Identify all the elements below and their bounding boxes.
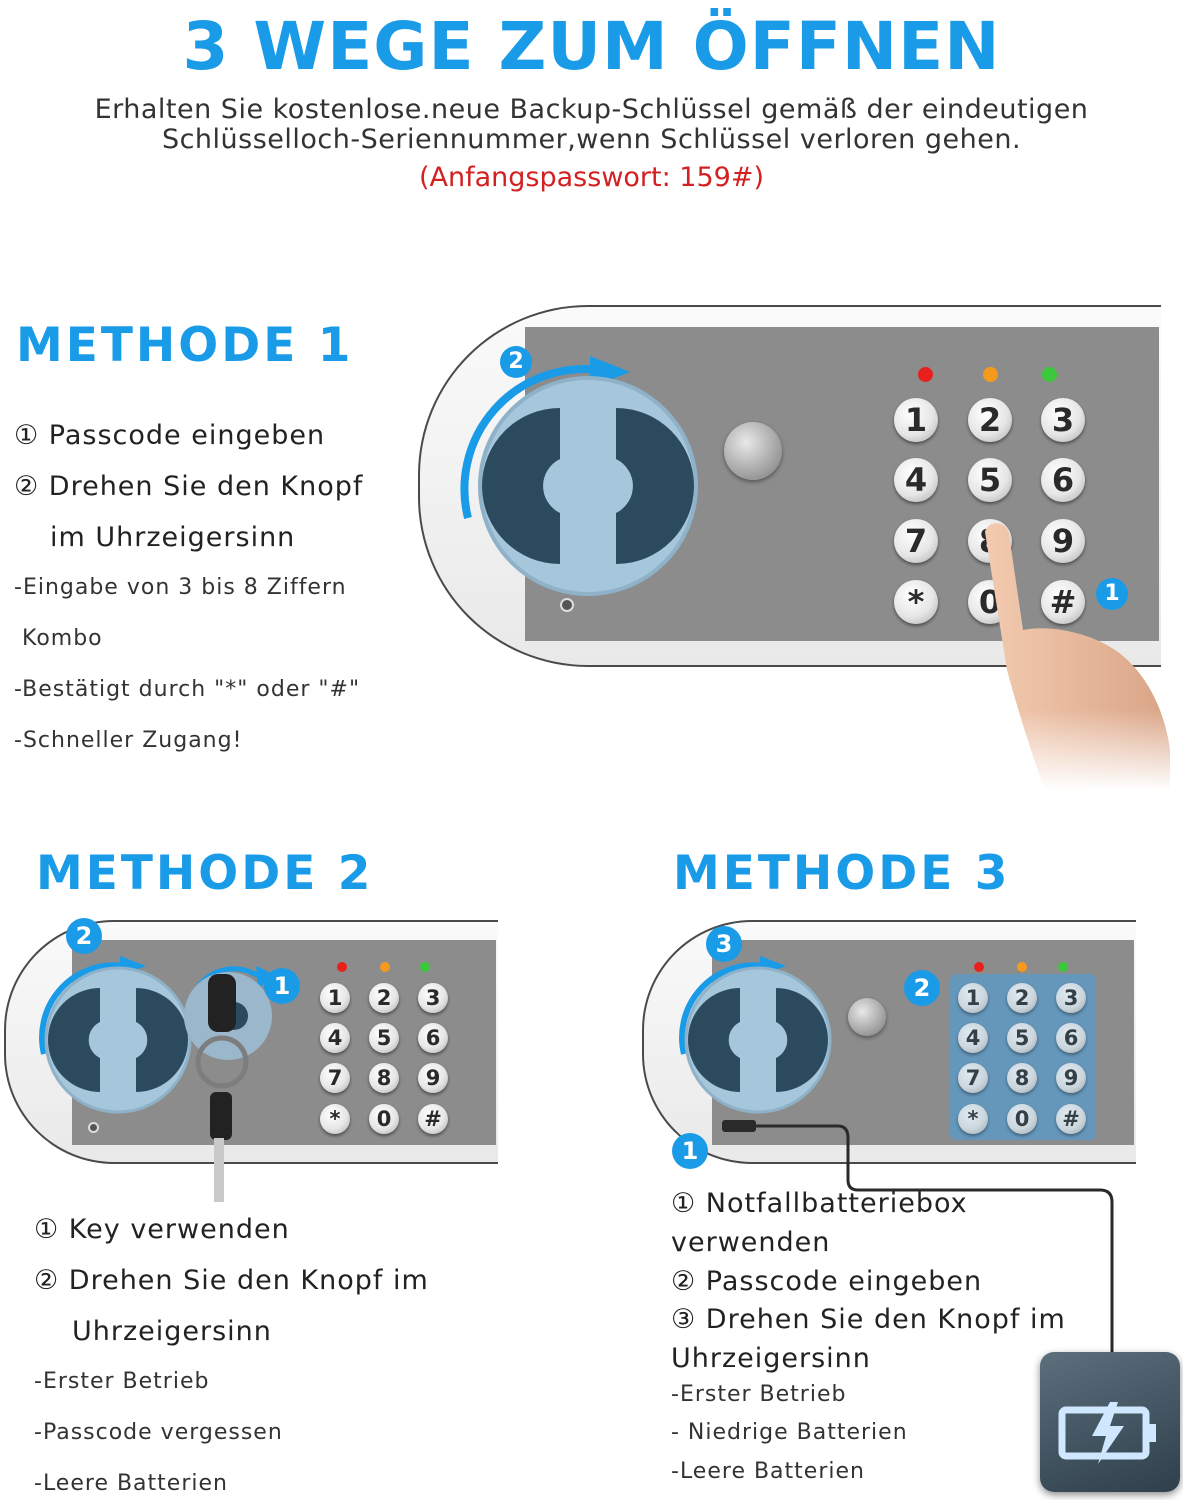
method1-note-1: -Eingabe von 3 bis 8 Ziffern	[14, 575, 347, 600]
method3-badge-3: 3	[706, 926, 742, 962]
key-7[interactable]: 7	[320, 1063, 350, 1093]
key-1[interactable]: 1	[894, 398, 938, 442]
method2-note-3: -Leere Batterien	[34, 1471, 228, 1496]
method3-step-1: ① Notfallbatteriebox	[671, 1188, 968, 1219]
led-red	[974, 962, 984, 972]
method2-step-1: ① Key verwenden	[34, 1214, 290, 1245]
led-orange	[1017, 962, 1027, 972]
key-2[interactable]: 2	[369, 983, 399, 1013]
key-7[interactable]: 7	[958, 1063, 988, 1093]
finger-hand-icon	[975, 520, 1175, 790]
method1-step-1: ① Passcode eingeben	[14, 420, 326, 451]
method2-step-2-cont: Uhrzeigersinn	[72, 1316, 272, 1347]
key-1[interactable]: 1	[320, 983, 350, 1013]
method3-step-2: ② Passcode eingeben	[671, 1266, 983, 1297]
led-red	[918, 367, 933, 382]
key-4[interactable]: 4	[320, 1023, 350, 1053]
page-title: 3 WEGE ZUM ÖFFNEN	[182, 8, 1001, 85]
key-6[interactable]: 6	[1041, 458, 1085, 502]
method1-badge-2: 2	[500, 346, 532, 378]
method3-badge-1: 1	[672, 1133, 708, 1169]
key-0[interactable]: 0	[1007, 1104, 1037, 1134]
safe-knob-1[interactable]	[440, 338, 740, 638]
key-1[interactable]: 1	[958, 983, 988, 1013]
led-green	[1058, 962, 1068, 972]
key-star[interactable]: *	[320, 1104, 350, 1134]
reset-button-3[interactable]	[848, 998, 886, 1036]
method3-badge-2: 2	[904, 970, 940, 1006]
key-5[interactable]: 5	[968, 458, 1012, 502]
method2-note-1: -Erster Betrieb	[34, 1369, 210, 1394]
key-3[interactable]: 3	[1041, 398, 1085, 442]
led-orange	[983, 367, 998, 382]
initial-password-note: (Anfangspasswort: 159#)	[419, 162, 764, 193]
battery-charging-icon	[1040, 1352, 1180, 1492]
key-9[interactable]: 9	[1056, 1063, 1086, 1093]
key-star[interactable]: *	[894, 580, 938, 624]
reset-button-1[interactable]	[724, 422, 782, 480]
key-3[interactable]: 3	[418, 983, 448, 1013]
key-7[interactable]: 7	[894, 519, 938, 563]
emergency-battery-box	[1040, 1352, 1180, 1492]
key-8[interactable]: 8	[369, 1063, 399, 1093]
method3-step-3: ③ Drehen Sie den Knopf im	[671, 1304, 1066, 1335]
key-0[interactable]: 0	[369, 1104, 399, 1134]
key-4[interactable]: 4	[894, 458, 938, 502]
method3-step-3-cont: Uhrzeigersinn	[671, 1343, 871, 1374]
key-6[interactable]: 6	[418, 1023, 448, 1053]
led-orange	[380, 962, 390, 972]
key-2[interactable]: 2	[1007, 983, 1037, 1013]
method2-badge-1: 1	[264, 968, 300, 1004]
led-green	[1042, 367, 1057, 382]
method1-note-1-cont: Kombo	[22, 626, 103, 651]
key-star[interactable]: *	[958, 1104, 988, 1134]
key-4[interactable]: 4	[958, 1023, 988, 1053]
method1-heading: METHODE 1	[16, 318, 354, 373]
key-8[interactable]: 8	[1007, 1063, 1037, 1093]
method3-note-2: - Niedrige Batterien	[671, 1420, 908, 1445]
safe-knob-3[interactable]	[668, 946, 848, 1126]
method3-note-3: -Leere Batterien	[671, 1459, 865, 1484]
method3-step-1-cont: verwenden	[671, 1227, 831, 1258]
method2-note-2: -Passcode vergessen	[34, 1420, 283, 1445]
key-9[interactable]: 9	[418, 1063, 448, 1093]
led-red	[337, 962, 347, 972]
subtitle-line-2: Schlüsselloch-Seriennummer,wenn Schlüssel verloren gehen.	[161, 124, 1022, 155]
key-5[interactable]: 5	[369, 1023, 399, 1053]
subtitle-line-1: Erhalten Sie kostenlose.neue Backup-Schlüssel gemäß der eindeutigen	[94, 94, 1089, 125]
method3-note-1: -Erster Betrieb	[671, 1382, 847, 1407]
key-6[interactable]: 6	[1056, 1023, 1086, 1053]
method1-step-2: ② Drehen Sie den Knopf	[14, 471, 364, 502]
method3-heading: METHODE 3	[673, 846, 1011, 901]
key-5[interactable]: 5	[1007, 1023, 1037, 1053]
key-3[interactable]: 3	[1056, 983, 1086, 1013]
key-hash[interactable]: #	[418, 1104, 448, 1134]
method2-badge-2: 2	[66, 918, 102, 954]
method2-heading: METHODE 2	[36, 846, 374, 901]
led-green	[420, 962, 430, 972]
method1-note-2: -Bestätigt durch "*" oder "#"	[14, 677, 361, 702]
method2-step-2: ② Drehen Sie den Knopf im	[34, 1265, 429, 1296]
method1-note-3: -Schneller Zugang!	[14, 728, 243, 753]
key-hash[interactable]: #	[1056, 1104, 1086, 1134]
key-2[interactable]: 2	[968, 398, 1012, 442]
method1-step-2-cont: im Uhrzeigersinn	[50, 522, 296, 553]
